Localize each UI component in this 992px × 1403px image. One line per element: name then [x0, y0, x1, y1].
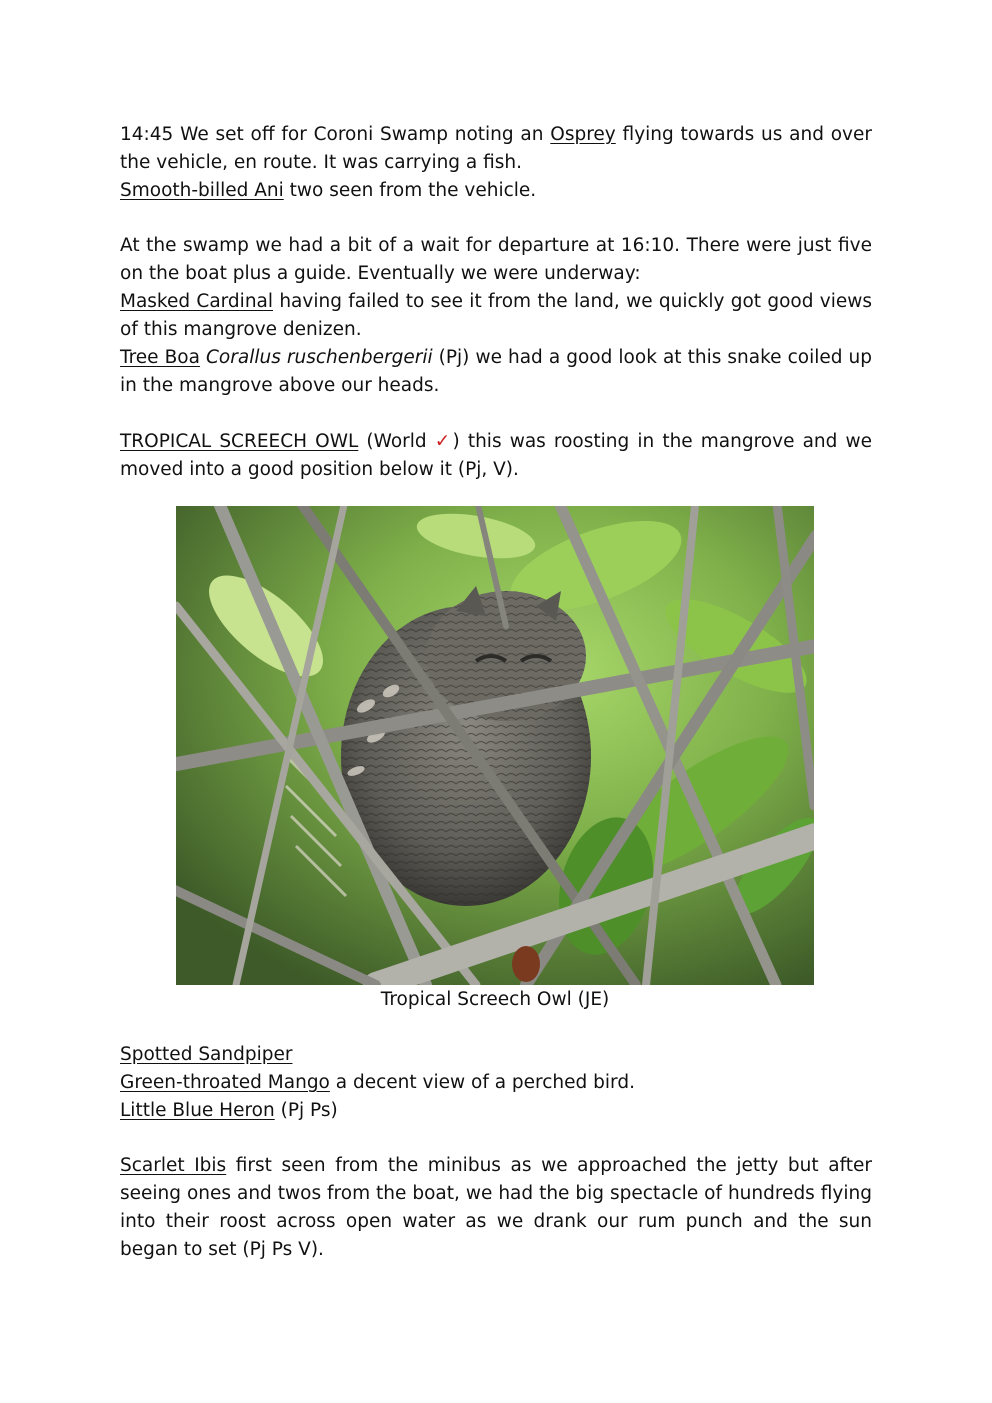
boa-line	[120, 344, 872, 400]
time-stamp: 14:45	[120, 124, 174, 145]
owl-photo	[176, 506, 814, 985]
species-owl: TROPICAL SCREECH OWL	[120, 431, 359, 452]
ibis-line	[120, 1152, 872, 1264]
tick-icon: ✓	[434, 431, 453, 452]
paragraph-ibis	[120, 1152, 872, 1264]
text-span: (World	[358, 431, 435, 452]
text-span: having failed to see it from the land, we quickly got good views of this mangrove denizen.	[120, 291, 872, 340]
paragraph-owl	[120, 428, 872, 484]
species-heron: Little Blue Heron	[120, 1100, 275, 1121]
species-ibis: Scarlet Ibis	[120, 1155, 227, 1176]
species-osprey: Osprey	[550, 124, 616, 145]
paragraph-swamp	[120, 232, 872, 400]
photo-caption: Tropical Screech Owl (JE)	[380, 989, 610, 1010]
text-span: first seen from the minibus as we approached the jetty but after seeing ones and twos from the boat, we had the big spectacle of hundreds flying into their roost across open water as we drank our rum punch and the sun began to set (Pj Ps V).	[120, 1155, 873, 1260]
mango-line	[120, 1069, 872, 1097]
swamp-intro: At the swamp we had a bit of a wait for departure at 16:10. There were just five on the boat plus a guide. Eventually we were underway:	[120, 235, 872, 284]
text-span: We set off for Coroni Swamp noting an	[173, 124, 551, 145]
sandpiper-line	[120, 1041, 872, 1069]
species-boa: Tree Boa	[120, 347, 200, 368]
heron-line	[120, 1097, 872, 1125]
text-span: (Pj) we had a good look at this snake coiled up in the mangrove above our heads.	[120, 347, 872, 396]
paragraph-species-list	[120, 1041, 872, 1125]
osprey-line	[120, 121, 872, 177]
text-span: flying towards us and over the vehicle, en route. It was carrying a fish.	[120, 124, 872, 173]
text-span: (Pj Ps)	[274, 1100, 338, 1121]
text-span: ) this was roosting in the mangrove and we moved into a good position below it (Pj, V).	[120, 431, 872, 480]
cardinal-line	[120, 288, 872, 344]
species-sandpiper: Spotted Sandpiper	[120, 1044, 293, 1065]
ani-line	[120, 177, 872, 205]
species-mango: Green-throated Mango	[120, 1072, 330, 1093]
species-ani: Smooth-billed Ani	[120, 180, 284, 201]
scientific-name: Corallus ruschenbergerii	[206, 347, 433, 368]
owl-photo-illustration	[176, 506, 814, 985]
paragraph-osprey	[120, 121, 872, 205]
species-cardinal: Masked Cardinal	[120, 291, 274, 312]
text-span: a decent view of a perched bird.	[329, 1072, 635, 1093]
text-span: two seen from the vehicle.	[283, 180, 537, 201]
owl-line	[120, 428, 872, 484]
